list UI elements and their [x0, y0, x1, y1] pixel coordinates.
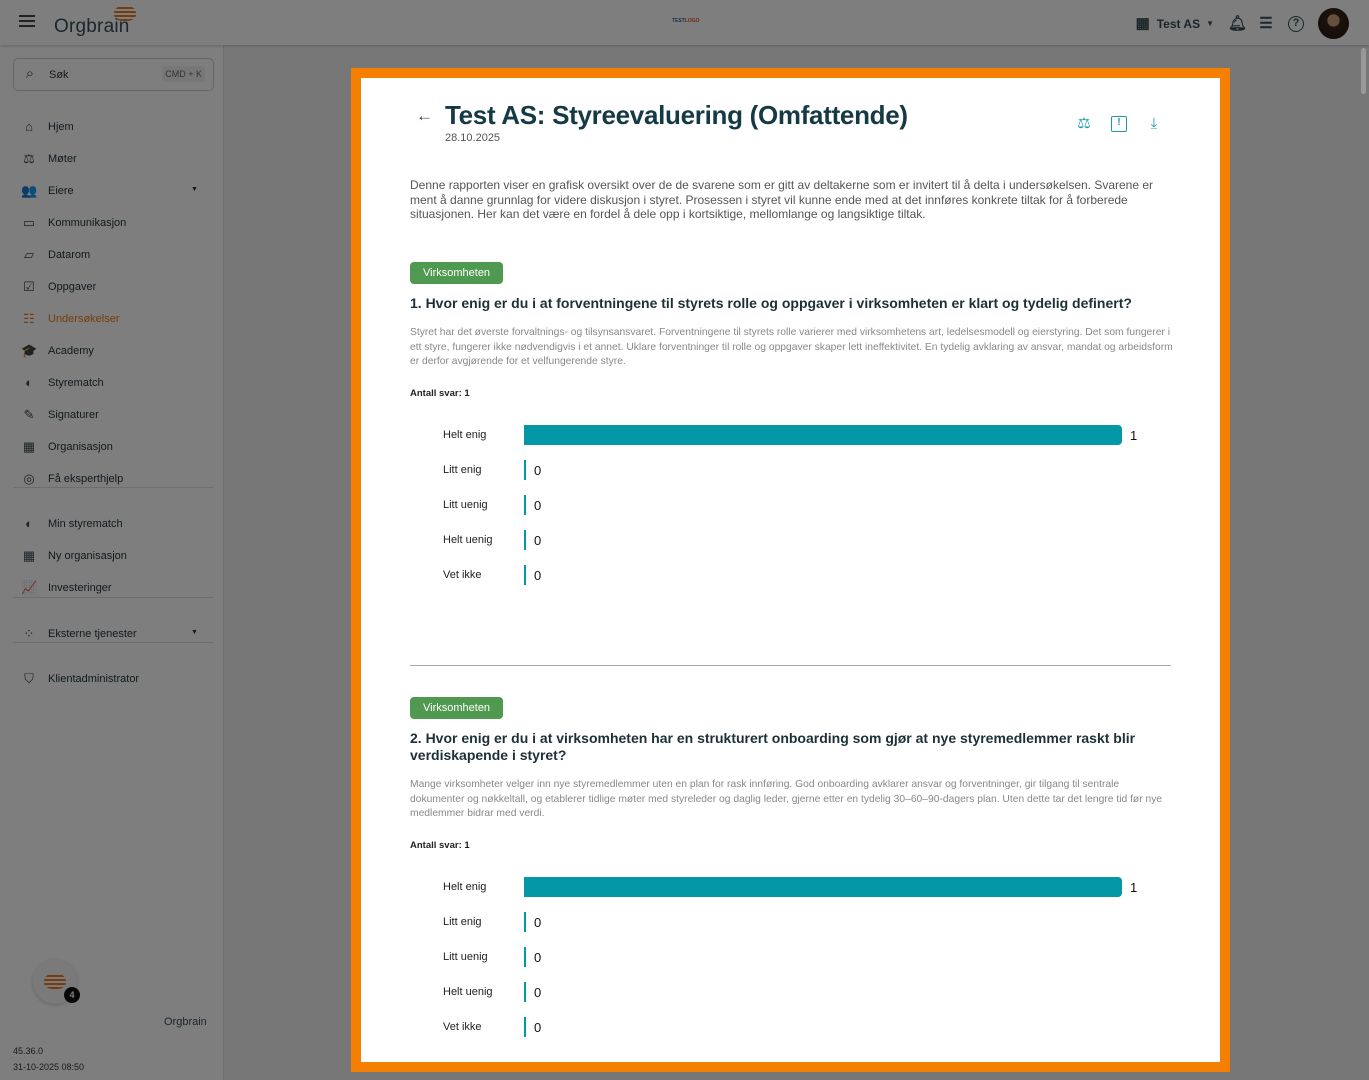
answer-chart — [410, 877, 1175, 1067]
answer-value: 0 — [534, 984, 542, 1000]
section-divider — [410, 665, 1171, 666]
answer-bar — [524, 495, 526, 515]
download-icon[interactable]: ⤓ — [1150, 115, 1158, 132]
answer-value: 1 — [1130, 879, 1138, 895]
answer-value: 1 — [1130, 427, 1138, 443]
answer-count: Antall svar: 1 — [410, 839, 470, 851]
answer-bar — [524, 565, 526, 585]
question-title: 2. Hvor enig er du i at virksomheten har en strukturert onboarding som gjør at nye styremedlemmer raskt blir verdiskapende i styret? — [410, 730, 1136, 763]
report-intro: Denne rapporten viser en grafisk oversikt over de de svarene som er gitt av deltakerne som er invitert til å delta i undersøkelsen. Svarene er ment å danne grunnlag for videre diskusjon i styret. Prosessen i styret vil kunne ende med at det innføres konkrete tiltak for å forberede situasjonen. Her kan det være en fordel å dele opp i kortsiktige, mellomlange og langsiktige tiltak. — [410, 178, 1154, 221]
answer-row — [410, 982, 1175, 1004]
question-description: Mange virksomheter velger inn nye styremedlemmer uten en plan for rask innføring. God onboarding avklarer ansvar og forventninger, gir tilgang til sentrale dokumenter og nøkkeltall, og etablerer tidlige møter med styreleder og daglig leder, gjerne etter en tydelig 30–60–90-dagers plan. Uten dette tar det lengre tid før nye medlemmer bidrar med verdi. — [410, 779, 1163, 819]
answer-value: 0 — [534, 567, 542, 583]
question-section — [410, 697, 1175, 1067]
answer-bar — [524, 877, 1122, 897]
answer-bar — [524, 425, 1122, 445]
answer-row — [410, 877, 1175, 899]
answer-label: Helt enig — [443, 880, 487, 893]
gavel-icon[interactable]: ⚖ — [1077, 115, 1091, 132]
answer-row — [410, 947, 1175, 969]
answer-label: Helt enig — [443, 428, 487, 441]
answer-chart — [410, 425, 1175, 615]
answer-value: 0 — [534, 497, 542, 513]
answer-count: Antall svar: 1 — [410, 387, 470, 399]
answer-value: 0 — [534, 462, 542, 478]
answer-label: Helt uenig — [443, 533, 493, 546]
answer-label: Litt uenig — [443, 950, 488, 963]
scrollbar[interactable] — [1361, 48, 1366, 94]
answer-label: Litt enig — [443, 463, 482, 476]
answer-bar — [524, 460, 526, 480]
answer-row — [410, 530, 1175, 552]
answer-row — [410, 495, 1175, 517]
back-arrow-icon[interactable]: ← — [416, 106, 433, 125]
answer-value: 0 — [534, 532, 542, 548]
answer-value: 0 — [534, 1019, 542, 1035]
answer-row — [410, 1017, 1175, 1039]
answer-value: 0 — [534, 914, 542, 930]
report-title: Test AS: Styreevaluering (Omfattende) — [445, 100, 908, 130]
report-date: 28.10.2025 — [445, 132, 501, 144]
answer-row — [410, 425, 1175, 447]
answer-row — [410, 565, 1175, 587]
answer-row — [410, 912, 1175, 934]
answer-value: 0 — [534, 949, 542, 965]
answer-label: Vet ikke — [443, 568, 482, 581]
answer-label: Litt uenig — [443, 498, 488, 511]
answer-bar — [524, 1017, 526, 1037]
category-tag: Virksomheten — [410, 697, 503, 719]
question-description: Styret har det øverste forvaltnings- og tilsynsansvaret. Forventningene til styrets rolle varierer med virksomhetens art, ledelsesmodell og eierstyring. Det som fungerer i ett styre, fungerer ikke nødvendigvis i et annet. Uklare forventninger til rolle og oppgaver skaper lett ineffektivitet. En tydelig avklaring av ansvar, mandat og arbeidsform er derfor avgjørende for et velfungerende styre. — [410, 327, 1173, 367]
report-dialog — [351, 68, 1230, 1072]
feedback-icon[interactable]: ! — [1111, 116, 1127, 132]
answer-label: Litt enig — [443, 915, 482, 928]
question-title: 1. Hvor enig er du i at forventningene til styrets rolle og oppgaver i virksomheten er klart og tydelig definert? — [410, 295, 1132, 311]
answer-bar — [524, 947, 526, 967]
answer-row — [410, 460, 1175, 482]
answer-bar — [524, 530, 526, 550]
question-section — [410, 262, 1175, 615]
answer-bar — [524, 912, 526, 932]
answer-label: Vet ikke — [443, 1020, 482, 1033]
answer-bar — [524, 982, 526, 1002]
category-tag: Virksomheten — [410, 262, 503, 284]
answer-label: Helt uenig — [443, 985, 493, 998]
